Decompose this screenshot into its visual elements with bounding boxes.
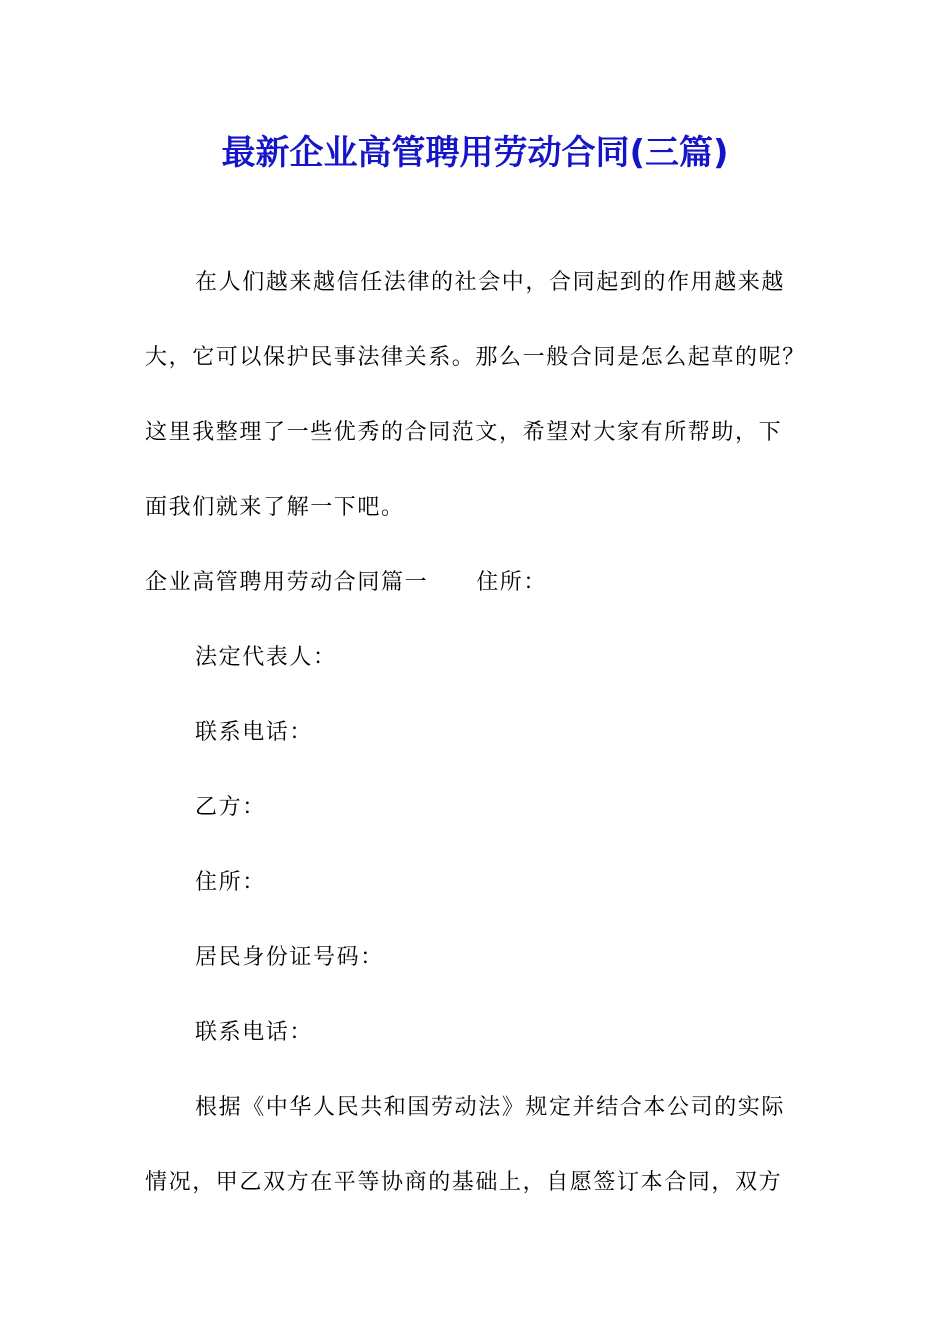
field-party-b: 乙方： xyxy=(195,795,266,820)
intro-line-1: 在人们越来越信任法律的社会中，合同起到的作用越来越 xyxy=(195,270,786,295)
document-title: 最新企业高管聘用劳动合同(三篇) xyxy=(221,133,729,173)
body-line-1: 根据《中华人民共和国劳动法》规定并结合本公司的实际 xyxy=(195,1095,786,1120)
intro-line-4: 面我们就来了解一下吧。 xyxy=(145,495,405,520)
field-address-party-b: 住所： xyxy=(195,870,266,895)
section-heading: 企业高管聘用劳动合同篇一 xyxy=(145,570,429,595)
section-heading-field: 住所： xyxy=(476,570,548,595)
field-id-number: 居民身份证号码： xyxy=(195,945,384,970)
field-phone-party-a: 联系电话： xyxy=(195,720,314,745)
body-line-2: 情况，甲乙双方在平等协商的基础上，自愿签订本合同，双方 xyxy=(145,1170,783,1195)
intro-line-2: 大，它可以保护民事法律关系。那么一般合同是怎么起草的呢？ xyxy=(145,345,806,370)
field-legal-representative: 法定代表人： xyxy=(195,645,337,670)
field-phone-party-b: 联系电话： xyxy=(195,1020,314,1045)
section-heading-line xyxy=(145,568,547,598)
intro-line-3: 这里我整理了一些优秀的合同范文，希望对大家有所帮助，下 xyxy=(145,420,783,445)
